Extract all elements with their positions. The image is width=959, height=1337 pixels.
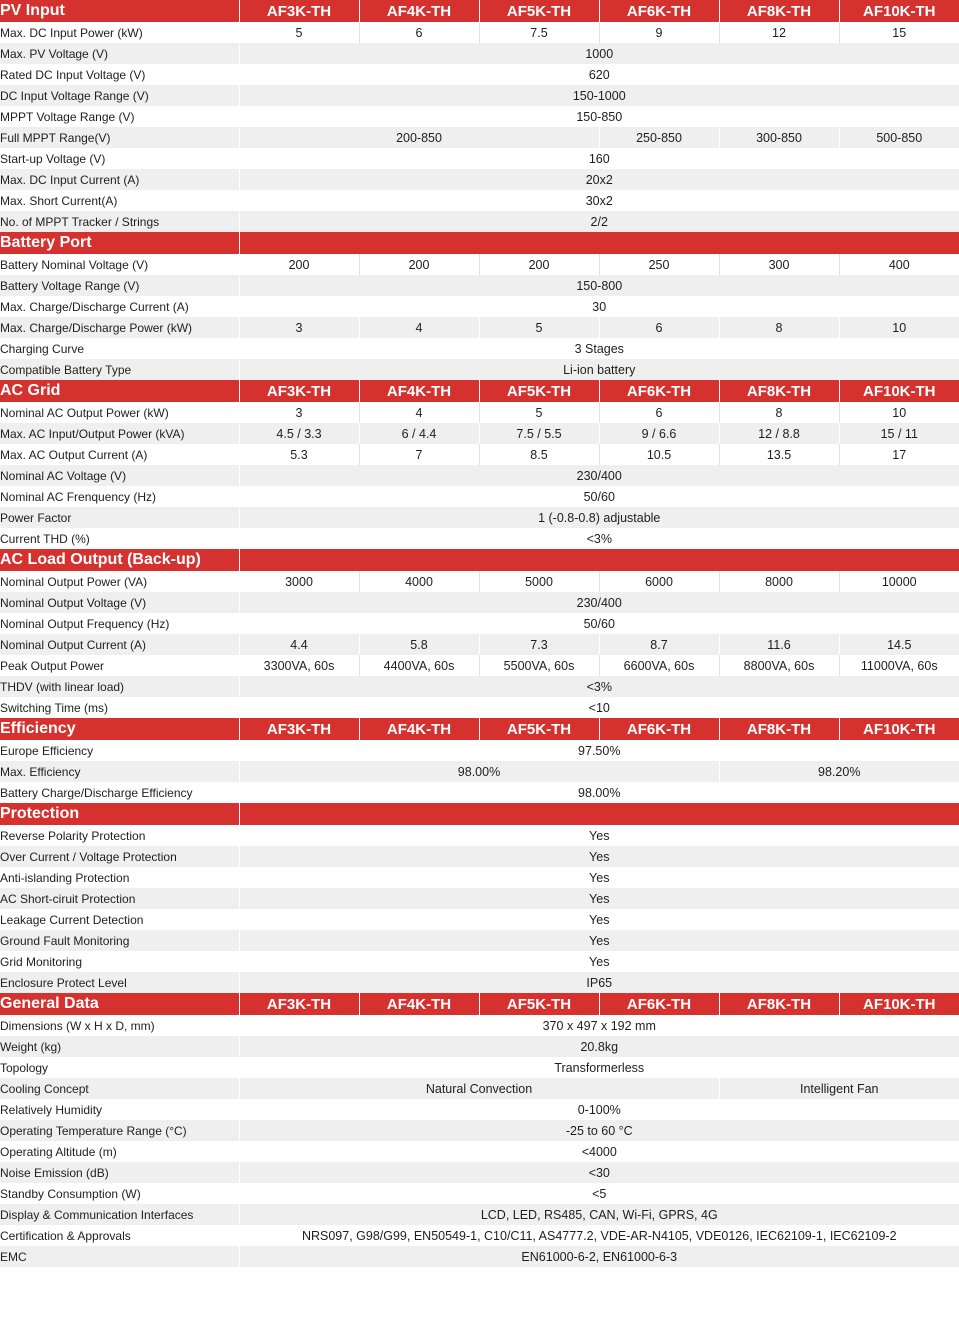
- spec-row: [0, 676, 959, 697]
- spec-label: Power Factor: [0, 507, 239, 528]
- spec-row: [0, 85, 959, 106]
- spec-label: Max. Short Current(A): [0, 190, 239, 211]
- spec-value: 200: [239, 254, 359, 275]
- model-header: AF8K-TH: [719, 380, 839, 402]
- spec-row: [0, 846, 959, 867]
- spec-row: [0, 169, 959, 190]
- section-header: [0, 549, 959, 571]
- spec-value: 4.4: [239, 634, 359, 655]
- spec-label: Reverse Polarity Protection: [0, 825, 239, 846]
- spec-value: 10: [839, 402, 959, 423]
- spec-value: 7: [359, 444, 479, 465]
- spec-row: [0, 655, 959, 676]
- spec-label: Battery Charge/Discharge Efficiency: [0, 782, 239, 803]
- spec-value: NRS097, G98/G99, EN50549-1, C10/C11, AS4777.2, VDE-AR-N4105, VDE0126, IEC62109-1, IEC62109-2: [239, 1225, 959, 1246]
- spec-value: 7.3: [479, 634, 599, 655]
- spec-value: <3%: [239, 676, 959, 697]
- model-header: AF4K-TH: [359, 0, 479, 22]
- spec-value: 4: [359, 317, 479, 338]
- spec-label: Ground Fault Monitoring: [0, 930, 239, 951]
- spec-row: [0, 930, 959, 951]
- section-title: PV Input: [0, 0, 239, 22]
- spec-label: Switching Time (ms): [0, 697, 239, 718]
- spec-value: 0-100%: [239, 1099, 959, 1120]
- spec-row: [0, 951, 959, 972]
- spec-row: [0, 486, 959, 507]
- spec-label: Operating Altitude (m): [0, 1141, 239, 1162]
- spec-value: 2/2: [239, 211, 959, 232]
- spec-row: [0, 317, 959, 338]
- spec-value: 160: [239, 148, 959, 169]
- spec-label: Battery Voltage Range (V): [0, 275, 239, 296]
- spec-value: 9 / 6.6: [599, 423, 719, 444]
- spec-value: EN61000-6-2, EN61000-6-3: [239, 1246, 959, 1267]
- spec-row: [0, 1057, 959, 1078]
- model-header: AF8K-TH: [719, 0, 839, 22]
- spec-label: Weight (kg): [0, 1036, 239, 1057]
- spec-value: 150-850: [239, 106, 959, 127]
- spec-label: Nominal AC Output Power (kW): [0, 402, 239, 423]
- spec-value: 150-800: [239, 275, 959, 296]
- spec-value: 6000: [599, 571, 719, 592]
- model-header: AF3K-TH: [239, 993, 359, 1015]
- spec-row: [0, 1225, 959, 1246]
- model-header: AF6K-TH: [599, 0, 719, 22]
- spec-value: <30: [239, 1162, 959, 1183]
- spec-row: [0, 740, 959, 761]
- model-header: AF3K-TH: [239, 718, 359, 740]
- section-title: AC Grid: [0, 380, 239, 402]
- spec-value: 150-1000: [239, 85, 959, 106]
- section-header: [0, 718, 959, 740]
- model-header: AF10K-TH: [839, 718, 959, 740]
- spec-label: Max. AC Input/Output Power (kVA): [0, 423, 239, 444]
- spec-label: Current THD (%): [0, 528, 239, 549]
- spec-label: Topology: [0, 1057, 239, 1078]
- section-header: [0, 232, 959, 254]
- spec-row: [0, 359, 959, 380]
- spec-label: Nominal Output Voltage (V): [0, 592, 239, 613]
- spec-value: LCD, LED, RS485, CAN, Wi-Fi, GPRS, 4G: [239, 1204, 959, 1225]
- spec-row: [0, 1141, 959, 1162]
- spec-value: 8800VA, 60s: [719, 655, 839, 676]
- spec-row: [0, 592, 959, 613]
- spec-label: Max. Charge/Discharge Power (kW): [0, 317, 239, 338]
- spec-value: 400: [839, 254, 959, 275]
- spec-row: [0, 190, 959, 211]
- spec-value: 300: [719, 254, 839, 275]
- spec-value: 10: [839, 317, 959, 338]
- spec-row: [0, 888, 959, 909]
- spec-value: 9: [599, 22, 719, 43]
- spec-value: 98.20%: [719, 761, 959, 782]
- spec-label: Compatible Battery Type: [0, 359, 239, 380]
- spec-value: 5.3: [239, 444, 359, 465]
- spec-row: [0, 507, 959, 528]
- section-title: Protection: [0, 803, 239, 825]
- spec-value: 5000: [479, 571, 599, 592]
- spec-value: 30x2: [239, 190, 959, 211]
- section-header-fill: [239, 549, 959, 571]
- spec-value: 98.00%: [239, 761, 719, 782]
- spec-label: Enclosure Protect Level: [0, 972, 239, 993]
- spec-value: 230/400: [239, 465, 959, 486]
- spec-label: Max. Charge/Discharge Current (A): [0, 296, 239, 317]
- model-header: AF5K-TH: [479, 0, 599, 22]
- section-title: Battery Port: [0, 232, 239, 254]
- spec-row: [0, 571, 959, 592]
- spec-value: 13.5: [719, 444, 839, 465]
- spec-value: Transformerless: [239, 1057, 959, 1078]
- spec-value: Yes: [239, 867, 959, 888]
- spec-value: 3 Stages: [239, 338, 959, 359]
- spec-value: 5.8: [359, 634, 479, 655]
- model-header: AF5K-TH: [479, 993, 599, 1015]
- spec-value: Yes: [239, 825, 959, 846]
- model-header: AF4K-TH: [359, 993, 479, 1015]
- spec-value: 4.5 / 3.3: [239, 423, 359, 444]
- spec-value: 11.6: [719, 634, 839, 655]
- spec-row: [0, 1183, 959, 1204]
- spec-row: [0, 1078, 959, 1099]
- spec-value: 6: [599, 402, 719, 423]
- spec-value: 12: [719, 22, 839, 43]
- section-title: General Data: [0, 993, 239, 1015]
- spec-value: Yes: [239, 951, 959, 972]
- spec-row: [0, 127, 959, 148]
- spec-label: Max. DC Input Power (kW): [0, 22, 239, 43]
- model-header: AF4K-TH: [359, 380, 479, 402]
- spec-label: Nominal AC Frenquency (Hz): [0, 486, 239, 507]
- model-header: AF8K-TH: [719, 993, 839, 1015]
- spec-value: 5: [479, 317, 599, 338]
- spec-row: [0, 1162, 959, 1183]
- spec-row: [0, 402, 959, 423]
- spec-row: [0, 296, 959, 317]
- spec-label: Standby Consumption (W): [0, 1183, 239, 1204]
- spec-label: EMC: [0, 1246, 239, 1267]
- spec-row: [0, 444, 959, 465]
- spec-value: 5: [479, 402, 599, 423]
- model-header: AF10K-TH: [839, 993, 959, 1015]
- spec-value: 4400VA, 60s: [359, 655, 479, 676]
- spec-value: 10000: [839, 571, 959, 592]
- spec-label: Nominal AC Voltage (V): [0, 465, 239, 486]
- spec-row: [0, 64, 959, 85]
- spec-value: 250-850: [599, 127, 719, 148]
- spec-value: Natural Convection: [239, 1078, 719, 1099]
- spec-value: 620: [239, 64, 959, 85]
- spec-value: 15: [839, 22, 959, 43]
- section-header: [0, 803, 959, 825]
- spec-label: Full MPPT Range(V): [0, 127, 239, 148]
- spec-row: [0, 1204, 959, 1225]
- spec-value: 3300VA, 60s: [239, 655, 359, 676]
- model-header: AF6K-TH: [599, 718, 719, 740]
- spec-value: 14.5: [839, 634, 959, 655]
- spec-value: 11000VA, 60s: [839, 655, 959, 676]
- spec-value: 20.8kg: [239, 1036, 959, 1057]
- spec-value: 50/60: [239, 613, 959, 634]
- spec-value: Intelligent Fan: [719, 1078, 959, 1099]
- spec-value: <3%: [239, 528, 959, 549]
- spec-value: Li-ion battery: [239, 359, 959, 380]
- section-header-fill: [239, 803, 959, 825]
- spec-row: [0, 867, 959, 888]
- spec-row: [0, 697, 959, 718]
- model-header: AF10K-TH: [839, 0, 959, 22]
- spec-value: 250: [599, 254, 719, 275]
- spec-row: [0, 1099, 959, 1120]
- spec-label: Relatively Humidity: [0, 1099, 239, 1120]
- spec-label: No. of MPPT Tracker / Strings: [0, 211, 239, 232]
- model-header: AF6K-TH: [599, 993, 719, 1015]
- model-header: AF5K-TH: [479, 718, 599, 740]
- spec-value: -25 to 60 °C: [239, 1120, 959, 1141]
- spec-row: [0, 634, 959, 655]
- spec-value: Yes: [239, 909, 959, 930]
- model-header: AF6K-TH: [599, 380, 719, 402]
- spec-value: IP65: [239, 972, 959, 993]
- section-header: [0, 0, 959, 22]
- spec-label: Cooling Concept: [0, 1078, 239, 1099]
- spec-value: 8.7: [599, 634, 719, 655]
- spec-value: 12 / 8.8: [719, 423, 839, 444]
- spec-row: [0, 528, 959, 549]
- spec-value: 230/400: [239, 592, 959, 613]
- spec-row: [0, 22, 959, 43]
- spec-row: [0, 1120, 959, 1141]
- spec-value: 10.5: [599, 444, 719, 465]
- spec-value: <5: [239, 1183, 959, 1204]
- spec-value: 3: [239, 317, 359, 338]
- spec-value: 8.5: [479, 444, 599, 465]
- spec-value: Yes: [239, 930, 959, 951]
- spec-value: 5500VA, 60s: [479, 655, 599, 676]
- spec-value: 97.50%: [239, 740, 959, 761]
- spec-value: 20x2: [239, 169, 959, 190]
- spec-label: THDV (with linear load): [0, 676, 239, 697]
- spec-label: DC Input Voltage Range (V): [0, 85, 239, 106]
- spec-label: Max. DC Input Current (A): [0, 169, 239, 190]
- section-title: Efficiency: [0, 718, 239, 740]
- spec-label: Max. PV Voltage (V): [0, 43, 239, 64]
- spec-row: [0, 909, 959, 930]
- spec-row: [0, 972, 959, 993]
- spec-label: AC Short-ciruit Protection: [0, 888, 239, 909]
- spec-label: Nominal Output Current (A): [0, 634, 239, 655]
- spec-value: Yes: [239, 888, 959, 909]
- spec-row: [0, 761, 959, 782]
- spec-value: 200: [479, 254, 599, 275]
- spec-value: 6: [359, 22, 479, 43]
- model-header: AF4K-TH: [359, 718, 479, 740]
- spec-label: Certification & Approvals: [0, 1225, 239, 1246]
- spec-value: 98.00%: [239, 782, 959, 803]
- spec-value: 8: [719, 317, 839, 338]
- spec-value: 200: [359, 254, 479, 275]
- model-header: AF3K-TH: [239, 0, 359, 22]
- spec-row: [0, 106, 959, 127]
- spec-value: 3: [239, 402, 359, 423]
- spec-value: 4000: [359, 571, 479, 592]
- spec-label: Charging Curve: [0, 338, 239, 359]
- spec-label: MPPT Voltage Range (V): [0, 106, 239, 127]
- spec-label: Battery Nominal Voltage (V): [0, 254, 239, 275]
- spec-value: 17: [839, 444, 959, 465]
- spec-value: 3000: [239, 571, 359, 592]
- spec-value: <10: [239, 697, 959, 718]
- spec-value: 30: [239, 296, 959, 317]
- spec-label: Grid Monitoring: [0, 951, 239, 972]
- spec-value: <4000: [239, 1141, 959, 1162]
- section-header: [0, 993, 959, 1015]
- spec-value: 5: [239, 22, 359, 43]
- spec-row: [0, 254, 959, 275]
- spec-value: 300-850: [719, 127, 839, 148]
- spec-value: 4: [359, 402, 479, 423]
- spec-label: Nominal Output Frequency (Hz): [0, 613, 239, 634]
- spec-value: Yes: [239, 846, 959, 867]
- section-header-fill: [239, 232, 959, 254]
- spec-row: [0, 1015, 959, 1036]
- spec-row: [0, 211, 959, 232]
- model-header: AF10K-TH: [839, 380, 959, 402]
- spec-row: [0, 825, 959, 846]
- spec-value: 1 (-0.8-0.8) adjustable: [239, 507, 959, 528]
- spec-row: [0, 465, 959, 486]
- spec-row: [0, 613, 959, 634]
- spec-value: 370 x 497 x 192 mm: [239, 1015, 959, 1036]
- spec-value: 200-850: [239, 127, 599, 148]
- spec-row: [0, 43, 959, 64]
- spec-label: Max. AC Output Current (A): [0, 444, 239, 465]
- spec-row: [0, 782, 959, 803]
- spec-value: 500-850: [839, 127, 959, 148]
- spec-value: 7.5 / 5.5: [479, 423, 599, 444]
- spec-row: [0, 423, 959, 444]
- spec-value: 7.5: [479, 22, 599, 43]
- section-header: [0, 380, 959, 402]
- spec-value: 1000: [239, 43, 959, 64]
- model-header: AF8K-TH: [719, 718, 839, 740]
- spec-row: [0, 1036, 959, 1057]
- spec-label: Anti-islanding Protection: [0, 867, 239, 888]
- spec-label: Nominal Output Power (VA): [0, 571, 239, 592]
- spec-value: 8000: [719, 571, 839, 592]
- spec-label: Operating Temperature Range (°C): [0, 1120, 239, 1141]
- spec-label: Peak Output Power: [0, 655, 239, 676]
- spec-label: Noise Emission (dB): [0, 1162, 239, 1183]
- spec-label: Display & Communication Interfaces: [0, 1204, 239, 1225]
- spec-value: 15 / 11: [839, 423, 959, 444]
- model-header: AF5K-TH: [479, 380, 599, 402]
- spec-row: [0, 275, 959, 296]
- spec-value: 6600VA, 60s: [599, 655, 719, 676]
- spec-row: [0, 1246, 959, 1267]
- spec-label: Over Current / Voltage Protection: [0, 846, 239, 867]
- spec-label: Europe Efficiency: [0, 740, 239, 761]
- spec-label: Max. Efficiency: [0, 761, 239, 782]
- spec-value: 8: [719, 402, 839, 423]
- spec-value: 6: [599, 317, 719, 338]
- section-title: AC Load Output (Back-up): [0, 549, 239, 571]
- spec-value: 50/60: [239, 486, 959, 507]
- spec-label: Rated DC Input Voltage (V): [0, 64, 239, 85]
- spec-label: Dimensions (W x H x D, mm): [0, 1015, 239, 1036]
- spec-label: Start-up Voltage (V): [0, 148, 239, 169]
- spec-label: Leakage Current Detection: [0, 909, 239, 930]
- spec-value: 6 / 4.4: [359, 423, 479, 444]
- model-header: AF3K-TH: [239, 380, 359, 402]
- spec-row: [0, 338, 959, 359]
- spec-row: [0, 148, 959, 169]
